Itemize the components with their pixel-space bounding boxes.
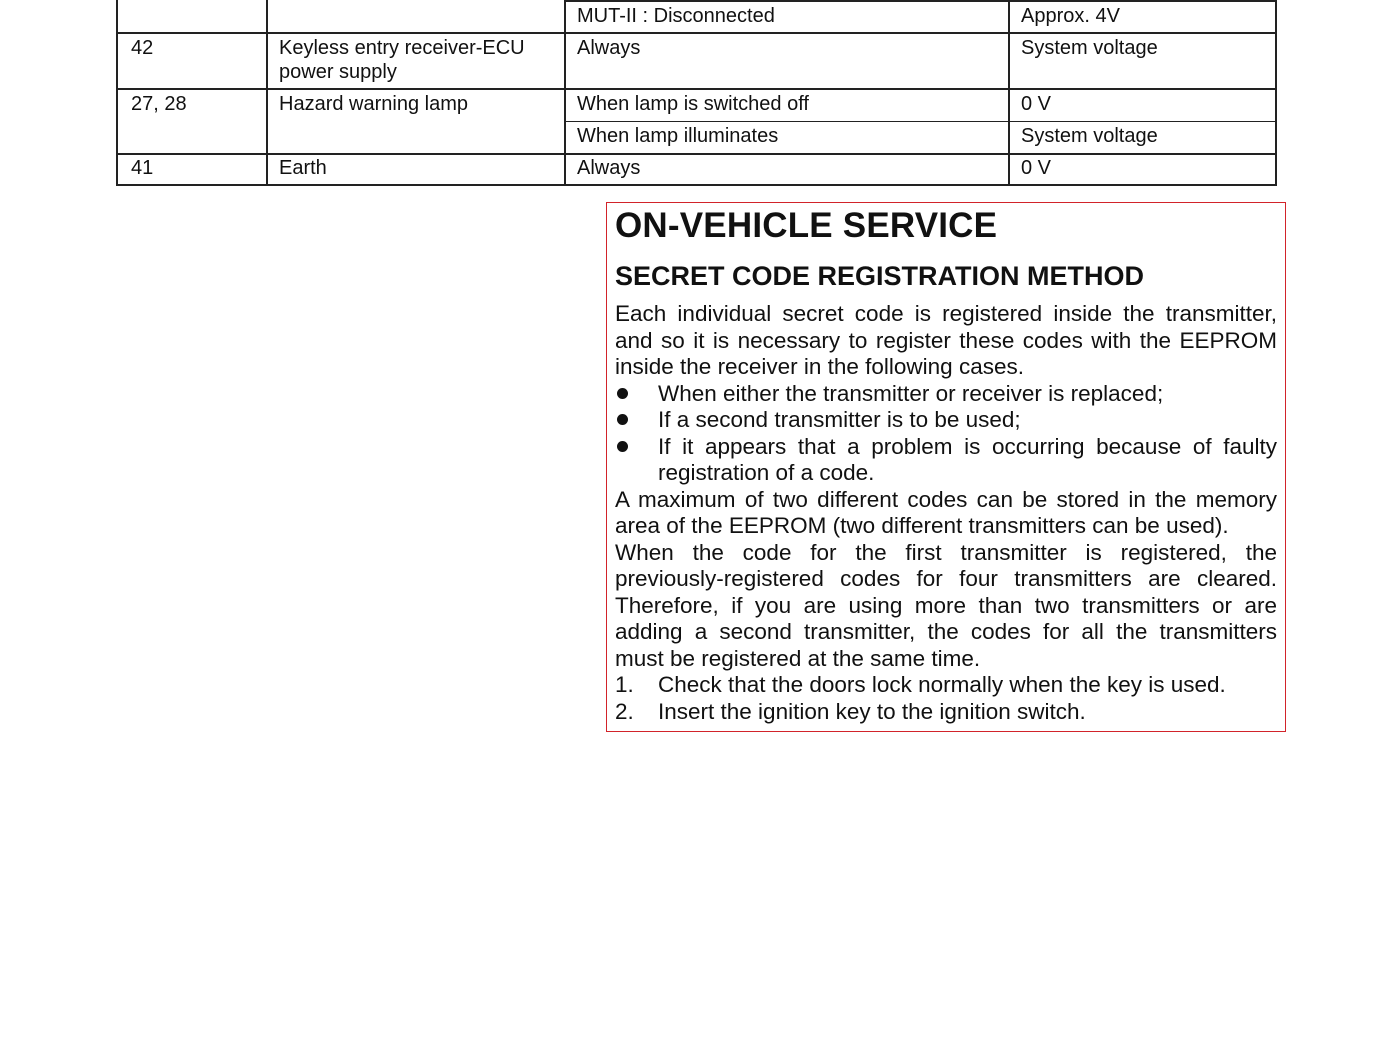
table-cell-item: Hazard warning lamp: [279, 93, 468, 115]
bullet-text: When either the transmitter or receiver is replaced;: [658, 380, 1164, 406]
table-cell-terminal: 42: [131, 37, 154, 59]
table-cell-item: Earth: [279, 157, 327, 179]
bullet-item: [615, 381, 1277, 408]
bullet-icon: [615, 407, 658, 434]
step-item: [615, 672, 1277, 699]
row-divider-2: [118, 88, 1277, 90]
step-text: Check that the doors lock normally when the key is used.: [658, 672, 1226, 697]
step-item: [615, 699, 1277, 726]
section-title: ON-VEHICLE SERVICE: [615, 206, 998, 245]
bullet-text: If a second transmitter is to be used;: [658, 407, 1021, 432]
table-cell-voltage: 0 V: [1021, 157, 1052, 179]
row-divider-1: [118, 32, 1277, 34]
bullet-item: [615, 434, 1277, 487]
row-divider-2b: [564, 121, 1277, 122]
memory-paragraph: A maximum of two different codes can be stored in the memory area of the EEPROM (two different transmitters can be used).: [615, 486, 1277, 538]
on-vehicle-service-section: [606, 202, 1286, 732]
registration-paragraph: When the code for the first transmitter is registered, the previously-registered codes for four transmitters are cleared. Therefore, if you are using more than two transmitters or are adding a second transmitter, the codes for all the transmitters must be registered at the same time.: [615, 539, 1277, 671]
table-cell-terminal: 41: [131, 157, 154, 179]
table-cell-condition: Always: [577, 37, 641, 59]
table-cell-voltage: Approx. 4V: [1021, 5, 1120, 27]
row-divider-top: [564, 0, 1277, 2]
bullet-icon: [615, 381, 658, 408]
bullet-text: If it appears that a problem is occurring because of faulty registration of a code.: [658, 433, 1277, 485]
step-number: 2.: [615, 698, 634, 724]
table-cell-item-line2: power supply: [279, 61, 397, 83]
step-text: Insert the ignition key to the ignition switch.: [658, 698, 1086, 724]
table-cell-condition: MUT-II : Disconnected: [577, 5, 775, 27]
table-cell-item: Keyless entry receiver-ECU: [279, 37, 525, 59]
bullet-icon: [615, 434, 658, 487]
table-cell-condition: When lamp illuminates: [577, 125, 779, 147]
table-cell-voltage: System voltage: [1021, 37, 1158, 59]
table-cell-voltage: 0 V: [1021, 93, 1052, 115]
table-cell-voltage: System voltage: [1021, 125, 1158, 147]
terminal-voltage-table: [116, 0, 1277, 186]
step-number: 1.: [615, 672, 634, 697]
subsection-title: SECRET CODE REGISTRATION METHOD: [615, 261, 1145, 291]
row-divider-3: [118, 153, 1277, 155]
table-cell-condition: Always: [577, 157, 641, 179]
table-cell-condition: When lamp is switched off: [577, 93, 809, 115]
table-cell-terminal: 27, 28: [131, 93, 187, 115]
bullet-item: [615, 407, 1277, 434]
intro-paragraph: Each individual secret code is registered inside the transmitter, and so it is necessary to register these codes with the EEPROM inside the receiver in the following cases.: [615, 301, 1277, 379]
